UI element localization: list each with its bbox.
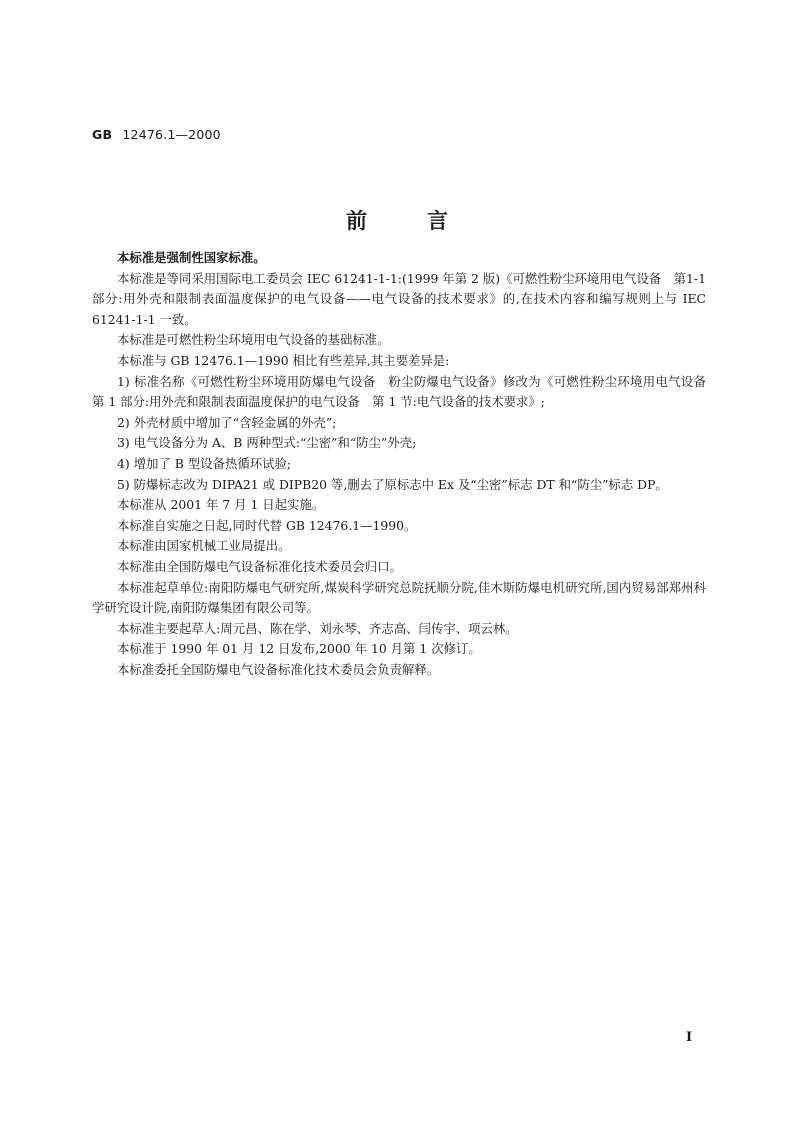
page-number: I <box>686 1030 693 1045</box>
list-item: 2) 外壳材质中增加了“含轻金属的外壳”; <box>117 414 337 430</box>
foreword-body <box>92 248 719 680</box>
document-header <box>92 127 221 142</box>
paragraph: 本标准是等同采用国际电工委员会 IEC 61241-1-1:(1999 年第 2 版)《可燃性粉尘环境用电气设备 第1-1 部分:用外壳和限制表面温度保护的电气设备——电气设备的技术要求》的,在技术内容和编写规则上与 IEC 61241-1-1 一致。 <box>92 270 706 327</box>
paragraph: 本标准主要起草人:周元昌、陈在学、刘永琴、齐志高、闫传宇、项云林。 <box>117 620 518 636</box>
list-item: 5) 防爆标志改为 DIPA21 或 DIPB20 等,删去了原标志中 Ex 及“尘密”标志 DT 和“防尘”标志 DP。 <box>117 476 668 492</box>
paragraph: 本标准由国家机械工业局提出。 <box>117 538 291 554</box>
standard-code: GB <box>92 127 113 142</box>
paragraph: 本标准委托全国防爆电气设备标准化技术委员会负责解释。 <box>117 661 440 677</box>
paragraph: 本标准由全国防爆电气设备标准化技术委员会归口。 <box>117 558 402 574</box>
paragraph: 本标准起草单位:南阳防爆电气研究所,煤炭科学研究总院抚顺分院,佳木斯防爆电机研究所,国内贸易部郑州科学研究设计院,南阳防爆集团有限公司等。 <box>92 579 706 616</box>
paragraph: 本标准自实施之日起,同时代替 GB 12476.1—1990。 <box>117 517 417 533</box>
list-item: 4) 增加了 B 型设备热循环试验; <box>117 455 292 471</box>
paragraph: 本标准与 GB 12476.1—1990 相比有些差异,其主要差异是: <box>117 352 450 368</box>
standard-number: 12476.1—2000 <box>122 127 221 142</box>
list-item: 1) 标准名称《可燃性粉尘环境用防爆电气设备 粉尘防爆电气设备》修改为《可燃性粉尘环境用电气设备 第 1 部分:用外壳和限制表面温度保护的电气设备 第 1 节:电气设备的技术要求》; <box>92 373 719 410</box>
paragraph: 本标准是强制性国家标准。 <box>117 250 266 265</box>
paragraph: 本标准于 1990 年 01 月 12 日发布,2000 年 10 月第 1 次修订。 <box>117 641 481 657</box>
list-item: 3) 电气设备分为 A、B 两种型式:“尘密”和“防尘”外壳; <box>117 435 417 451</box>
paragraph: 本标准从 2001 年 7 月 1 日起实施。 <box>117 497 325 513</box>
paragraph: 本标准是可燃性粉尘环境用电气设备的基础标准。 <box>117 332 390 348</box>
page-title: 前言 <box>346 209 508 233</box>
